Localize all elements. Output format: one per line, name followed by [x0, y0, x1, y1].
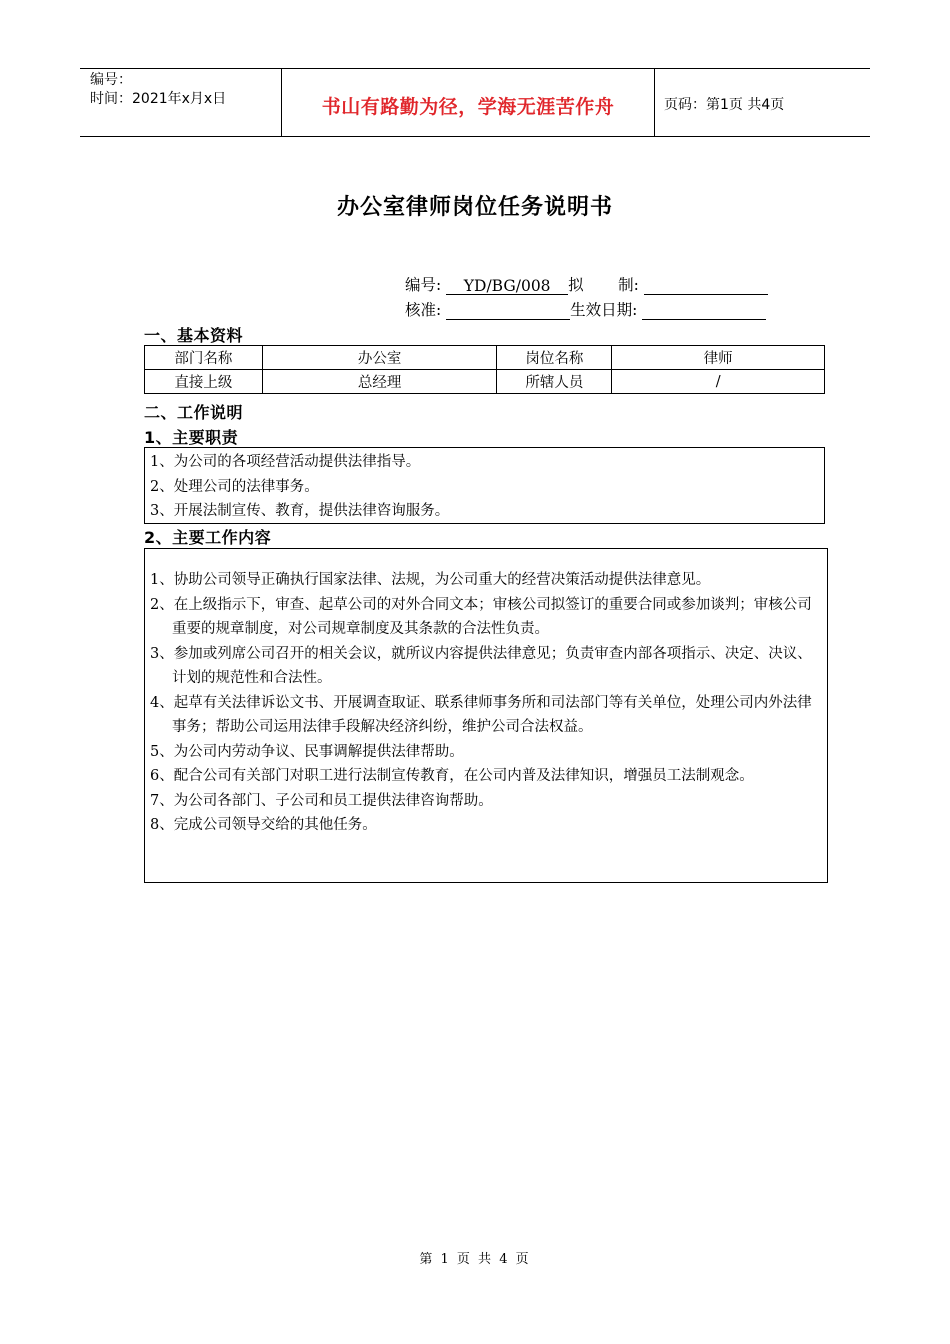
list-item: 5、为公司内劳动争议、民事调解提供法律帮助。 [150, 743, 464, 760]
meta-row-1 [405, 273, 768, 295]
draft-label: 拟 制: [568, 276, 639, 294]
work-heading: 2、主要工作内容 [144, 528, 272, 547]
list-item: 2、在上级指示下，审查、起草公司的对外合同文本；审核公司拟签订的重要合同或参加谈判；审核公司重要的规章制度，对公司规章制度及其条款的合法性负责。 [150, 596, 812, 637]
code-value: YD/BG/008 [446, 277, 568, 295]
page-footer: 第 1 页 共 4 页 [419, 1252, 531, 1267]
list-item: 3、参加或列席公司召开的相关会议，就所议内容提供法律意见；负责审查内部各项指示、决定、决议、计划的规范性和合法性。 [150, 645, 812, 686]
table-cell: 部门名称 [145, 346, 263, 370]
list-item: 8、完成公司领导交给的其他任务。 [150, 817, 377, 833]
list-item: 1、协助公司领导正确执行国家法律、法规，为公司重大的经营决策活动提供法律意见。 [150, 572, 711, 588]
table-cell: 办公室 [262, 346, 497, 370]
header-time-label: 时间：2021年x月x日 [90, 91, 227, 107]
header-top-rule [80, 68, 870, 69]
meta-row-2 [405, 298, 766, 320]
table-cell: / [612, 370, 825, 394]
table-cell: 所辖人员 [497, 370, 612, 394]
header-divider-2 [654, 68, 655, 136]
basic-info-table [144, 345, 825, 394]
header-page-label: 页码：第1页 共4页 [664, 97, 785, 113]
header-code-label: 编号： [90, 72, 132, 88]
table-row [145, 346, 825, 370]
list-item: 4、起草有关法律诉讼文书、开展调查取证、联系律师事务所和司法部门等有关单位，处理公司内外法律事务；帮助公司运用法律手段解决经济纠纷，维护公司合法权益。 [150, 694, 812, 735]
section1-heading: 一、基本资料 [144, 326, 244, 345]
code-label: 编号: [405, 276, 442, 294]
table-cell: 律师 [612, 346, 825, 370]
table-row [145, 370, 825, 394]
draft-blank [644, 277, 768, 295]
approve-label: 核准: [405, 301, 442, 319]
list-item: 2、处理公司的法律事务。 [150, 478, 319, 495]
list-item: 1、为公司的各项经营活动提供法律指导。 [150, 454, 421, 470]
table-cell: 总经理 [262, 370, 497, 394]
header-bottom-rule [80, 136, 870, 137]
list-item: 3、开展法制宣传、教育，提供法律咨询服务。 [150, 503, 450, 519]
table-cell: 直接上级 [145, 370, 263, 394]
header-meta [90, 71, 226, 109]
effective-label: 生效日期: [570, 301, 638, 319]
duties-box [144, 447, 825, 524]
effective-blank [642, 302, 766, 320]
table-cell: 岗位名称 [497, 346, 612, 370]
approve-blank [446, 302, 570, 320]
document-title: 办公室律师岗位任务说明书 [336, 195, 613, 220]
work-box [144, 548, 828, 883]
section2-heading: 二、工作说明 [144, 403, 244, 422]
header-motto: 书山有路勤为径，学海无涯苦作舟 [321, 96, 615, 118]
list-item: 7、为公司各部门、子公司和员工提供法律咨询帮助。 [150, 792, 493, 809]
duties-heading: 1、主要职责 [144, 428, 239, 447]
list-item: 6、配合公司有关部门对职工进行法制宣传教育，在公司内普及法律知识，增强员工法制观念。 [150, 768, 754, 784]
